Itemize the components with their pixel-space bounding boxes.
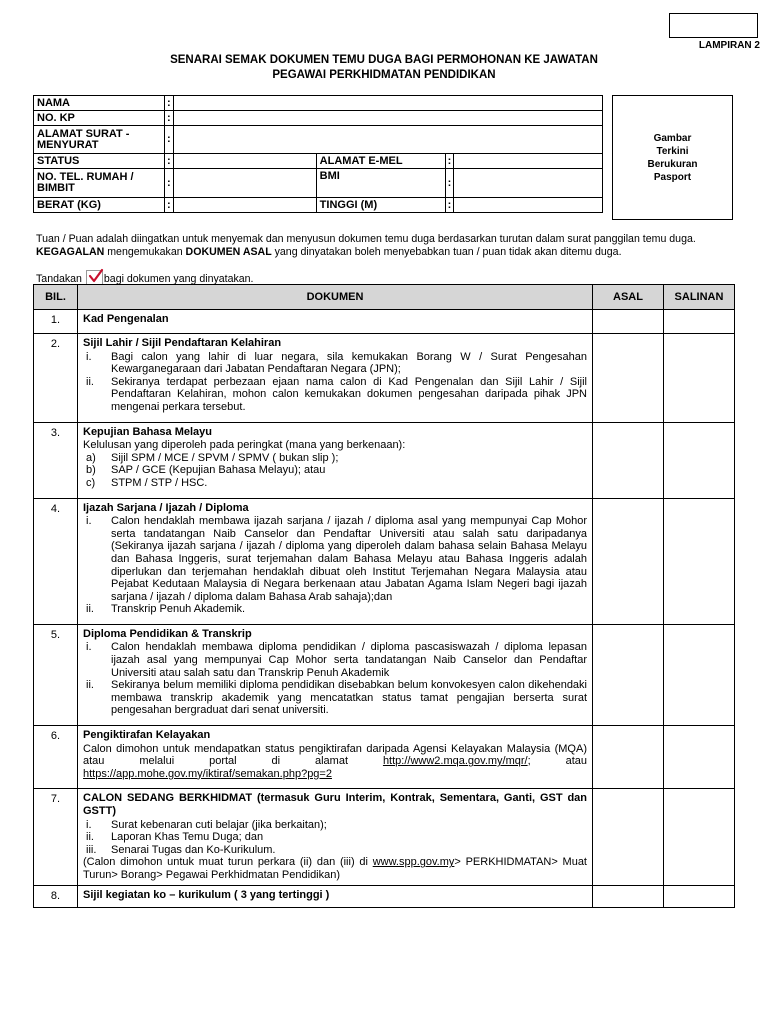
colon: : xyxy=(165,154,174,169)
row-title: Kepujian Bahasa Melayu xyxy=(83,425,212,438)
row-title: Sijil Lahir / Sijil Pendaftaran Kelahiran xyxy=(83,337,282,349)
row-title: Diploma Pendidikan & Transkrip xyxy=(83,627,252,640)
item-text: Calon hendaklah membawa diploma pendidikan / diploma pascasiswazah / diploma lepasan ijazah asal yang mempunyai Cap Mohor serta tandatangan Naib Canselor dan Pendaftar Universiti atau salah satu dan Transkrip Penuh Akademik xyxy=(111,641,587,679)
mqa-link[interactable]: http://www2.mqa.gov.my/mqr/ xyxy=(382,755,528,768)
salinan-checkbox[interactable] xyxy=(664,726,735,789)
bmi-field[interactable] xyxy=(454,169,603,198)
header-dokumen: DOKUMEN xyxy=(78,285,593,310)
asal-checkbox[interactable] xyxy=(593,422,664,498)
header-asal: ASAL xyxy=(593,285,664,310)
row-number: 7. xyxy=(34,789,78,885)
applicant-info-table xyxy=(33,95,603,213)
salinan-checkbox[interactable] xyxy=(664,624,735,725)
colon: : xyxy=(445,198,454,213)
asal-checkbox[interactable] xyxy=(593,334,664,423)
tinggi-label: TINGGI (M) xyxy=(316,198,445,213)
item-number: iii. xyxy=(86,843,97,856)
colon: : xyxy=(445,154,454,169)
asal-checkbox[interactable] xyxy=(593,885,664,907)
berat-field[interactable] xyxy=(173,198,316,213)
row-number: 1. xyxy=(34,310,78,334)
reference-box xyxy=(669,13,758,38)
salinan-checkbox[interactable] xyxy=(664,498,735,624)
photo-label: Gambar Terkini Berukuran Pasport xyxy=(647,132,698,183)
list-item xyxy=(83,464,587,477)
spp-link[interactable]: www.spp.gov.my xyxy=(372,856,455,869)
table-row xyxy=(34,726,735,789)
row-intro: Kelulusan yang diperoleh pada peringkat (mana yang berkenaan): xyxy=(83,439,406,452)
page-title xyxy=(60,53,708,83)
item-text: Transkrip Penuh Akademik. xyxy=(111,603,246,616)
header-salinan: SALINAN xyxy=(664,285,735,310)
asal-checkbox[interactable] xyxy=(593,310,664,334)
list-item xyxy=(83,351,587,376)
row-number: 5. xyxy=(34,624,78,725)
title-line-1: SENARAI SEMAK DOKUMEN TEMU DUGA BAGI PERMOHONAN KE JAWATAN xyxy=(170,54,598,66)
lampiran-label: LAMPIRAN 2 xyxy=(698,40,760,51)
item-text: Surat kebenaran cuti belajar (jika berkaitan); xyxy=(111,818,327,831)
row-title: Pengiktirafan Kelayakan xyxy=(83,729,211,742)
item-text: Calon hendaklah membawa ijazah sarjana / ijazah / diploma asal yang mempunyai Cap Mohor serta tandatangan Naib Canselor dan Pendaftar Universiti atau salah satu daripadanya (Sekiranya ijazah sarjana / ijazah / diploma yang diperoleh dalam bahasa selain Bahasa Melayu dan Bahasa Inggeris, surat terjemahan dalam Bahasa Melayu atau Bahasa Inggeris adalah diperlukan dan terjemahan hendaklah dibuat oleh Institut Terjemahan Negara Malaysia atau Pejabat Kedutaan Malaysia di Negara berkenaan atau Jabatan Agama Islam Negeri bagi ijazah sarjana / ijazah / diploma dalam Bahasa Arab sahaja);dan xyxy=(111,515,587,603)
list-item xyxy=(83,515,587,603)
list-item xyxy=(83,641,587,679)
row-document xyxy=(78,624,593,725)
note-text: > PERKHIDMATAN> Muat Turun> Borang> Pegawai Perkhidmatan Pendidikan) xyxy=(83,856,587,881)
item-number: ii. xyxy=(86,831,94,844)
no-kp-label: NO. KP xyxy=(34,111,165,126)
row-document xyxy=(78,789,593,885)
item-number: a) xyxy=(86,451,96,464)
colon: : xyxy=(165,198,174,213)
item-number: i. xyxy=(86,818,92,831)
colon: : xyxy=(445,169,454,198)
row-number: 6. xyxy=(34,726,78,789)
nama-label: NAMA xyxy=(34,96,165,111)
table-row xyxy=(34,422,735,498)
no-tel-label: NO. TEL. RUMAH / BIMBIT xyxy=(34,169,165,198)
status-field[interactable] xyxy=(173,154,316,169)
row-document xyxy=(78,310,593,334)
alamat-field[interactable] xyxy=(173,126,602,154)
alamat-emel-field[interactable] xyxy=(454,154,603,169)
item-text: Sekiranya terdapat perbezaan ejaan nama calon di Kad Pengenalan dan Sijil Lahir / Sijil Pendaftaran Kelahiran, mohon calon kemukakan dokumen pengesahan daripada pihak JPN mengenai perkara tersebut. xyxy=(111,375,587,413)
item-text: Sekiranya belum memiliki diploma pendidikan disebabkan belum konvokesyen calon dikehendaki membawa transkrip akademik yang mencatatkan status tamat pengajian berserta surat pengesahan bergraduat dari senat universiti. xyxy=(111,679,587,717)
asal-checkbox[interactable] xyxy=(593,789,664,885)
row-title: CALON SEDANG BERKHIDMAT (termasuk Guru Interim, Kontrak, Sementara, Ganti, GST dan GSTT) xyxy=(83,792,587,817)
row-document xyxy=(78,885,593,907)
item-number: i. xyxy=(86,350,92,363)
mohe-link[interactable]: https://app.mohe.gov.my/iktiraf/semakan.php?pg=2 xyxy=(83,767,332,780)
item-number: ii. xyxy=(86,603,94,616)
list-item xyxy=(83,819,587,832)
paragraph-text: ; atau xyxy=(527,755,587,768)
table-row xyxy=(34,498,735,624)
berat-label: BERAT (KG) xyxy=(34,198,165,213)
salinan-checkbox[interactable] xyxy=(664,422,735,498)
row-paragraph xyxy=(83,743,587,781)
item-number: ii. xyxy=(86,679,94,692)
no-tel-field[interactable] xyxy=(173,169,316,198)
row-number: 4. xyxy=(34,498,78,624)
item-text: Senarai Tugas dan Ko-Kurikulum. xyxy=(111,843,276,856)
list-item xyxy=(83,376,587,414)
colon: : xyxy=(165,96,174,111)
row-document xyxy=(78,726,593,789)
bmi-label: BMI xyxy=(316,169,445,198)
row-number: 2. xyxy=(34,334,78,423)
no-kp-field[interactable] xyxy=(173,111,602,126)
asal-checkbox[interactable] xyxy=(593,498,664,624)
list-item xyxy=(83,477,587,490)
list-item xyxy=(83,831,587,844)
list-item xyxy=(83,452,587,465)
list-item xyxy=(83,603,587,616)
status-label: STATUS xyxy=(34,154,165,169)
salinan-checkbox[interactable] xyxy=(664,789,735,885)
table-row xyxy=(34,789,735,885)
item-text: STPM / STP / HSC. xyxy=(111,476,208,489)
nama-field[interactable] xyxy=(173,96,602,111)
tick-instruction-text: bagi dokumen yang dinyatakan. xyxy=(103,273,254,285)
row-title: Kad Pengenalan xyxy=(83,313,169,325)
item-number: b) xyxy=(86,464,96,477)
title-line-2: PEGAWAI PERKHIDMATAN PENDIDIKAN xyxy=(272,69,496,81)
checkmark-icon xyxy=(86,270,103,285)
tinggi-field[interactable] xyxy=(454,198,603,213)
paragraph-text: Calon dimohon untuk mendapatkan status pengiktirafan daripada Agensi Kelayakan Malaysia (MQA) atau melalui portal di alamat xyxy=(83,742,587,768)
table-header-row xyxy=(34,285,735,310)
reminder-note xyxy=(36,233,736,259)
table-row xyxy=(34,885,735,907)
table-row xyxy=(34,624,735,725)
row-title: Ijazah Sarjana / Ijazah / Diploma xyxy=(83,501,249,514)
salinan-checkbox[interactable] xyxy=(664,885,735,907)
row-note xyxy=(83,856,587,881)
item-number: ii. xyxy=(86,375,94,388)
row-number: 3. xyxy=(34,422,78,498)
salinan-checkbox[interactable] xyxy=(664,310,735,334)
colon: : xyxy=(165,111,174,126)
item-number: i. xyxy=(86,641,92,654)
note-text: (Calon dimohon untuk muat turun perkara (ii) dan (iii) di xyxy=(83,856,373,869)
item-text: Sijil SPM / MCE / SPVM / SPMV ( bukan slip ); xyxy=(111,451,339,464)
note-kegagalan: KEGAGALAN xyxy=(36,246,105,258)
item-text: Bagi calon yang lahir di luar negara, sila kemukakan Borang W / Surat Pengesahan Kewarganegaraan dari Jabatan Pendaftaran Negara (JPN); xyxy=(111,350,587,376)
asal-checkbox[interactable] xyxy=(593,624,664,725)
alamat-emel-label: ALAMAT E-MEL xyxy=(316,154,445,169)
note-text: mengemukakan xyxy=(104,246,186,258)
header-bil: BIL. xyxy=(34,285,78,310)
row-document xyxy=(78,334,593,423)
colon: : xyxy=(165,126,174,154)
document-checklist-table xyxy=(33,284,735,908)
row-document xyxy=(78,498,593,624)
list-item xyxy=(83,679,587,717)
alamat-label: ALAMAT SURAT - MENYURAT xyxy=(34,126,165,154)
table-row xyxy=(34,310,735,334)
item-text: Laporan Khas Temu Duga; dan xyxy=(111,831,264,844)
note-text: Tuan / Puan adalah diingatkan untuk menyemak dan menyusun dokumen temu duga berdasarkan turutan dalam surat panggilan temu duga. xyxy=(36,233,696,245)
colon: : xyxy=(165,169,174,198)
passport-photo-box xyxy=(612,95,733,220)
note-dokumen-asal: DOKUMEN ASAL xyxy=(185,246,272,258)
note-text: yang dinyatakan boleh menyebabkan tuan / puan tidak akan ditemu duga. xyxy=(271,246,622,258)
item-number: i. xyxy=(86,515,92,528)
tandakan-text: Tandakan xyxy=(36,273,82,285)
item-number: c) xyxy=(86,476,96,489)
table-row xyxy=(34,334,735,423)
row-number: 8. xyxy=(34,885,78,907)
row-title: Sijil kegiatan ko – kurikulum ( 3 yang tertinggi ) xyxy=(83,888,330,901)
row-document xyxy=(78,422,593,498)
asal-checkbox[interactable] xyxy=(593,726,664,789)
item-text: SAP / GCE (Kepujian Bahasa Melayu); atau xyxy=(111,464,326,477)
salinan-checkbox[interactable] xyxy=(664,334,735,423)
list-item xyxy=(83,844,587,857)
